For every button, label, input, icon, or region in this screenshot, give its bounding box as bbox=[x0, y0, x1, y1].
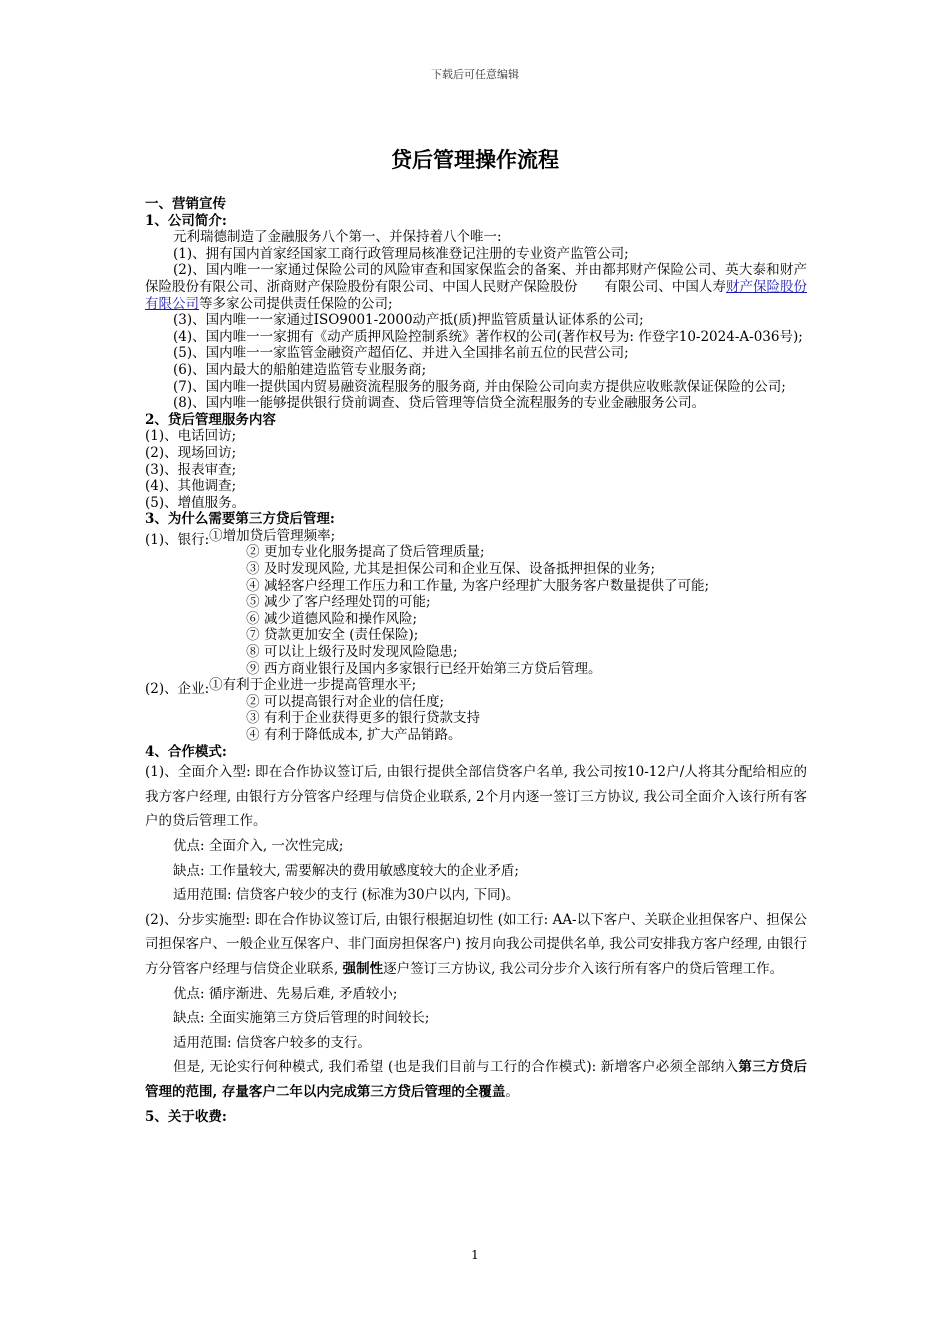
subsection-heading: 2、贷后管理服务内容 bbox=[145, 411, 276, 428]
paragraph: 适用范围: 信贷客户较多的支行。 bbox=[173, 1034, 371, 1051]
enterprise-benefits bbox=[145, 677, 807, 743]
paragraph: 优点: 循序渐进、先易后难, 矛盾较小; bbox=[173, 985, 398, 1002]
intro-text: 元利瑞德制造了金融服务八个第一、并保持着八个唯一: bbox=[173, 229, 502, 246]
paragraph: (2)、分步实施型: 即在合作协议签订后, 由银行根据迫切性 (如工行: AA-以下客户、关联企业担保客户、担保公司担保客户、一般企业互保客户、非门面房担保客户) 按月向我公司提供名单, 我公司安排我方客户经理, 由银行方分管客户经理与信贷企业联系, 强制性逐户签订三方协议, 我公司分步介入该行所有客户的贷后管理工作。 bbox=[145, 911, 807, 977]
list-item: (3)、报表审查; bbox=[145, 461, 237, 478]
list-item: (2)、国内唯一一家通过保险公司的风险审查和国家保监会的备案、并由都邦财产保险公司、英大泰和财产保险股份有限公司、浙商财产保险股份有限公司、中国人民财产保险股份 有限公司、中国人寿财产保险股份有限公司等多家公司提供责任保险的公司; bbox=[145, 262, 808, 312]
section-2 bbox=[145, 412, 807, 512]
section-heading: 一、营销宣传 bbox=[145, 196, 226, 212]
list-item: ⑥ 减少道德风险和操作风险; bbox=[246, 610, 418, 627]
list-item: ⑧ 可以让上级行及时发现风险隐患; bbox=[246, 644, 458, 661]
list-item: (7)、国内唯一提供国内贸易融资流程服务的服务商, 并由保险公司向卖方提供应收账款保证保险的公司; bbox=[173, 378, 786, 395]
paragraph: 缺点: 全面实施第三方贷后管理的时间较长; bbox=[173, 1010, 430, 1027]
list-item: (2)、现场回访; bbox=[145, 444, 237, 461]
paragraph: 适用范围: 信贷客户较少的支行 (标准为30户以内, 下同)。 bbox=[173, 887, 520, 904]
page-number: 1 bbox=[471, 1248, 479, 1262]
list-item: ③ 及时发现风险, 尤其是担保公司和企业互保、设备抵押担保的业务; bbox=[246, 561, 656, 578]
list-item: ①有利于企业进一步提高管理水平; bbox=[209, 677, 417, 694]
list-item: ③ 有利于企业获得更多的银行贷款支持 bbox=[246, 710, 480, 727]
list-item: ⑤ 减少了客户经理处罚的可能; bbox=[246, 594, 431, 611]
document-title: 贷后管理操作流程 bbox=[391, 147, 559, 172]
list-item: (1)、电话回访; bbox=[145, 428, 237, 445]
list-item: (8)、国内唯一能够提供银行贷前调查、贷后管理等信贷全流程服务的专业金融服务公司。 bbox=[173, 395, 706, 412]
list-item: ② 可以提高银行对企业的信任度; bbox=[246, 693, 445, 710]
subsection-heading: 5、关于收费: bbox=[145, 1108, 227, 1125]
page-header: 下载后可任意编辑 bbox=[431, 68, 519, 81]
enterprise-label: (2)、企业: bbox=[145, 681, 210, 698]
document-body bbox=[145, 196, 807, 1129]
list-item: (4)、其他调查; bbox=[145, 478, 237, 495]
subsection-heading: 1、公司简介: bbox=[145, 212, 227, 229]
insurance-link[interactable]: 财产保险股份有限公司 bbox=[145, 278, 808, 312]
list-item: (3)、国内唯一一家通过ISO9001-2000动产抵(质)押监管质量认证体系的公司; bbox=[173, 312, 644, 329]
list-item: ⑨ 西方商业银行及国内多家银行已经开始第三方贷后管理。 bbox=[246, 660, 602, 677]
list-item: (4)、国内唯一一家拥有《动产质押风险控制系统》著作权的公司(著作权号为: 作登字10-2024-A-036号); bbox=[173, 328, 803, 345]
bank-benefits bbox=[145, 528, 807, 677]
list-item: (5)、增值服务。 bbox=[145, 494, 246, 511]
list-item: ② 更加专业化服务提高了贷后管理质量; bbox=[246, 544, 485, 561]
bank-label: (1)、银行: bbox=[145, 531, 210, 548]
list-item: (6)、国内最大的船舶建造监管专业服务商; bbox=[173, 361, 427, 378]
paragraph: 缺点: 工作量较大, 需要解决的费用敏感度较大的企业矛盾; bbox=[173, 862, 519, 879]
section-1 bbox=[145, 196, 807, 412]
paragraph: 优点: 全面介入, 一次性完成; bbox=[173, 837, 344, 854]
list-item: ④ 有利于降低成本, 扩大产品销路。 bbox=[246, 727, 462, 743]
subsection-heading: 3、为什么需要第三方贷后管理: bbox=[145, 511, 335, 528]
section-4 bbox=[145, 760, 807, 1129]
list-item: (5)、国内唯一一家监管金融资产超佰亿、并进入全国排名前五位的民营公司; bbox=[173, 345, 629, 362]
list-item: ④ 减轻客户经理工作压力和工作量, 为客户经理扩大服务客户数量提供了可能; bbox=[246, 577, 710, 594]
list-item: ⑦ 贷款更加安全 (责任保险); bbox=[246, 627, 419, 644]
section-3 bbox=[145, 511, 807, 760]
list-item: (1)、拥有国内首家经国家工商行政管理局核准登记注册的专业资产监管公司; bbox=[173, 245, 629, 262]
list-item: ①增加贷后管理频率; bbox=[209, 527, 336, 544]
paragraph: 但是, 无论实行何种模式, 我们希望 (也是我们目前与工行的合作模式): 新增客户必须全部纳入第三方贷后管理的范围, 存量客户二年以内完成第三方贷后管理的全覆盖。 bbox=[145, 1059, 807, 1100]
subsection-heading: 4、合作模式: bbox=[145, 743, 227, 760]
paragraph: (1)、全面介入型: 即在合作协议签订后, 由银行提供全部信贷客户名单, 我公司按10-12户/人将其分配给相应的我方客户经理, 由银行方分管客户经理与信贷企业联系, 2个月内逐一签订三方协议, 我公司全面介入该行所有客户的贷后管理工作。 bbox=[145, 764, 807, 830]
